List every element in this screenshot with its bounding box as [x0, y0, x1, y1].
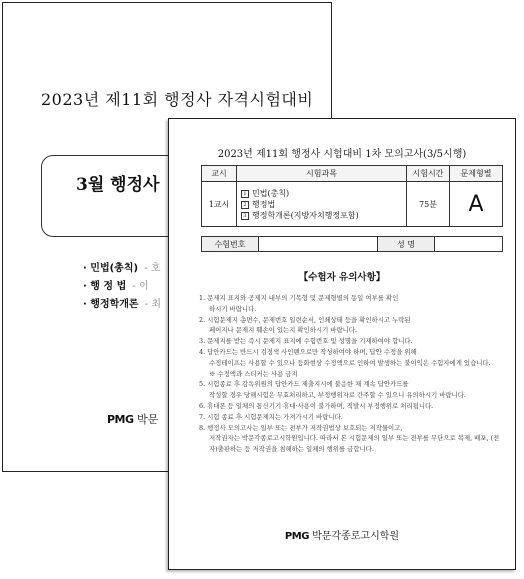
exam-info-table	[201, 165, 503, 227]
notice-item: 3. 문제지를 받는 즉시 문제지 표지에 수험번호 및 성명을 기재하여야 합니다.	[199, 337, 413, 346]
name-label: 성 명	[378, 237, 435, 252]
notice-item: 1. 문제지 표지와 공제지 내부의 기목형 및 문제형별의 동일 여부를 확인 하시기 바랍니다.	[199, 294, 399, 313]
subjects-cell	[237, 182, 407, 227]
time-cell: 75분	[407, 182, 450, 227]
booklet-type-cell: A	[450, 182, 503, 227]
back-box-line1: 3월 행정사	[76, 175, 160, 195]
header-subjects: 시험과목	[237, 166, 407, 182]
front-exam-sheet	[168, 118, 516, 570]
notice-item: 5. 시험종료 후 감독위원의 답안카드 제출지시에 불응한 채 계속 답안카드를 작성할 경우 당해시험은 무효처리하고, 부정행위자로 간주할 수 있으니 유의하시기 바랍니다.	[199, 380, 466, 400]
back-sheet-logo	[107, 411, 158, 427]
header-time: 시험시간	[407, 166, 450, 182]
notice-item: 6. 휴대폰 등 일체의 통신기기 휴대·사용이 불가하며, 적발시 부정행위로 처리됩니다.	[199, 401, 434, 410]
subject-item: 3 행정학개론(지방자치행정포함)	[241, 210, 402, 221]
front-sheet-title: 2023년 제11회 행정사 시험대비 1차 모의고사(3/5시행)	[217, 149, 467, 160]
subject-item: 1 민법(총칙)	[241, 188, 402, 199]
notice-item: 8. 행정사 모의고사는 일부 또는 전부가 저작권법상 보호되는 저작물이고, 저작권자는 박문각종로고시학원입니다. 따라서 본 시험문제의 일부 또는 전부를 무단으로 복제, 배포, (전자)출판하는 등 저작권을 침해하는 일체의 행위를 금합니다.	[199, 423, 500, 454]
exam-number-label: 수험번호	[202, 237, 259, 252]
header-booklet: 문제형별	[450, 166, 503, 182]
subject-item: 2 행정법	[241, 199, 402, 210]
pmg-logo-icon: PMG	[284, 531, 309, 542]
exam-number-field	[259, 237, 378, 252]
back-subject-item: · 행정학개론 - 최	[83, 299, 162, 310]
back-subject-item: · 행 정 법 - 이	[83, 281, 149, 292]
back-subject-list	[83, 259, 161, 313]
back-subject-item: · 민법(총칙) - 호	[83, 263, 161, 274]
notice-item: 4. 답안카드는 반드시 검정색 사인펜으로만 작성하여야 하며, 답안 수정을 위해 수정테이프는 사용할 수 있으나 등화현상 수정액으로 인하여 발생하는 불이익은 수험자에게 있습니다.	[199, 347, 491, 367]
notice-item: ※ 수정액과 스티커는 사용 금지	[209, 369, 298, 378]
period-cell: 1교시	[202, 182, 237, 227]
back-logo-text: 박문	[137, 413, 159, 426]
notice-item: 2. 시험문제지 총면수, 문제번호 일련순서, 인쇄상태 등을 확인하시고 누락된 페이지나 문제지 훼손이 있는지 확인하시기 바랍니다.	[199, 315, 411, 335]
examinee-info-table	[201, 236, 503, 252]
notice-title: 【수험자 유의사항】	[298, 272, 386, 283]
notice-list	[199, 293, 505, 455]
notice-item: 7. 시험 종료 후 시험문제지는 가져가시기 바랍니다.	[199, 412, 343, 421]
back-sheet-title: 2023년 제11회 행정사 자격시험대비	[41, 90, 314, 109]
header-period: 교시	[202, 166, 237, 182]
front-sheet-logo	[169, 527, 515, 542]
pmg-logo-icon: PMG	[107, 413, 134, 426]
front-logo-text: 박문각종로고시학원	[312, 531, 400, 542]
name-field	[435, 237, 503, 252]
